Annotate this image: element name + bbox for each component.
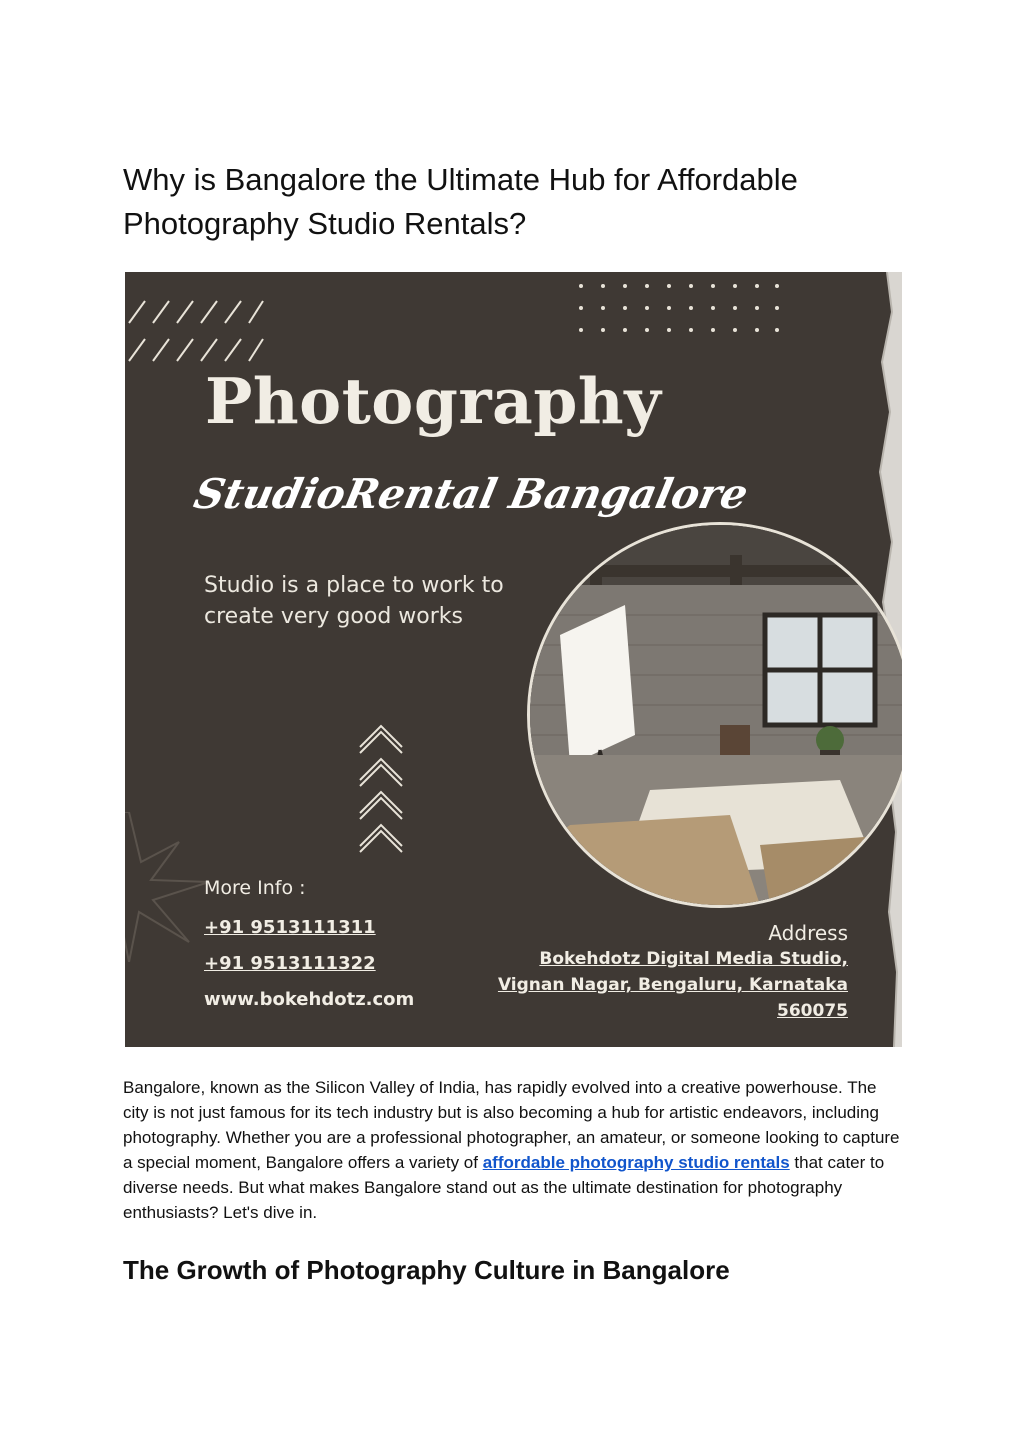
title-line-2: Photography Studio Rentals?	[123, 206, 527, 241]
studio-photo	[527, 522, 902, 908]
website-link[interactable]: www.bokehdotz.com	[204, 989, 415, 1010]
intro-paragraph	[123, 1075, 903, 1225]
poster-heading: Photography	[205, 364, 662, 438]
phone-number-2[interactable]: +91 9513111322	[204, 953, 376, 974]
chevron-up-icon	[357, 722, 407, 862]
studio-rentals-link[interactable]: affordable photography studio rentals	[482, 1153, 790, 1172]
address-line-1: Bokehdotz Digital Media Studio,	[539, 949, 848, 969]
poster-script-title: StudioRental Bangalore	[189, 470, 753, 518]
poster-tagline	[204, 570, 564, 632]
more-info-label: More Info :	[204, 877, 306, 899]
contact-info	[204, 877, 414, 1025]
tagline-line-1: Studio is a place to work to	[204, 573, 504, 598]
slash-pattern	[125, 297, 265, 367]
tagline-line-2: create very good works	[204, 604, 463, 629]
phone-number-1[interactable]: +91 9513111311	[204, 917, 376, 938]
address-line-3: 560075	[777, 1001, 848, 1021]
intro-text-before-link: Bangalore, known as the Silicon Valley of India, has rapidly evolved into a creative powerhouse. The city is not just famous for its tech industry but is also becoming a hub for artistic endeavors, including photography. Whether you are a professional photographer, an amateur, or someone looking to capture a special moment, Bangalore offers a variety of	[123, 1078, 900, 1172]
document-title	[123, 158, 923, 246]
section-heading: The Growth of Photography Culture in Bangalore	[123, 1255, 730, 1285]
address-line-2: Vignan Nagar, Bengaluru, Karnataka	[497, 975, 848, 995]
intro-text-after-link: that cater to diverse needs. But what makes Bangalore stand out as the ultimate destination for photography enthusiasts? Let's dive in.	[123, 1153, 885, 1222]
title-line-1: Why is Bangalore the Ultimate Hub for Affordable	[123, 162, 798, 197]
studio-interior-image	[530, 525, 902, 905]
promo-poster	[125, 272, 902, 1047]
address-label: Address	[768, 921, 848, 945]
address-block	[498, 920, 848, 1024]
dot-grid	[577, 280, 782, 350]
